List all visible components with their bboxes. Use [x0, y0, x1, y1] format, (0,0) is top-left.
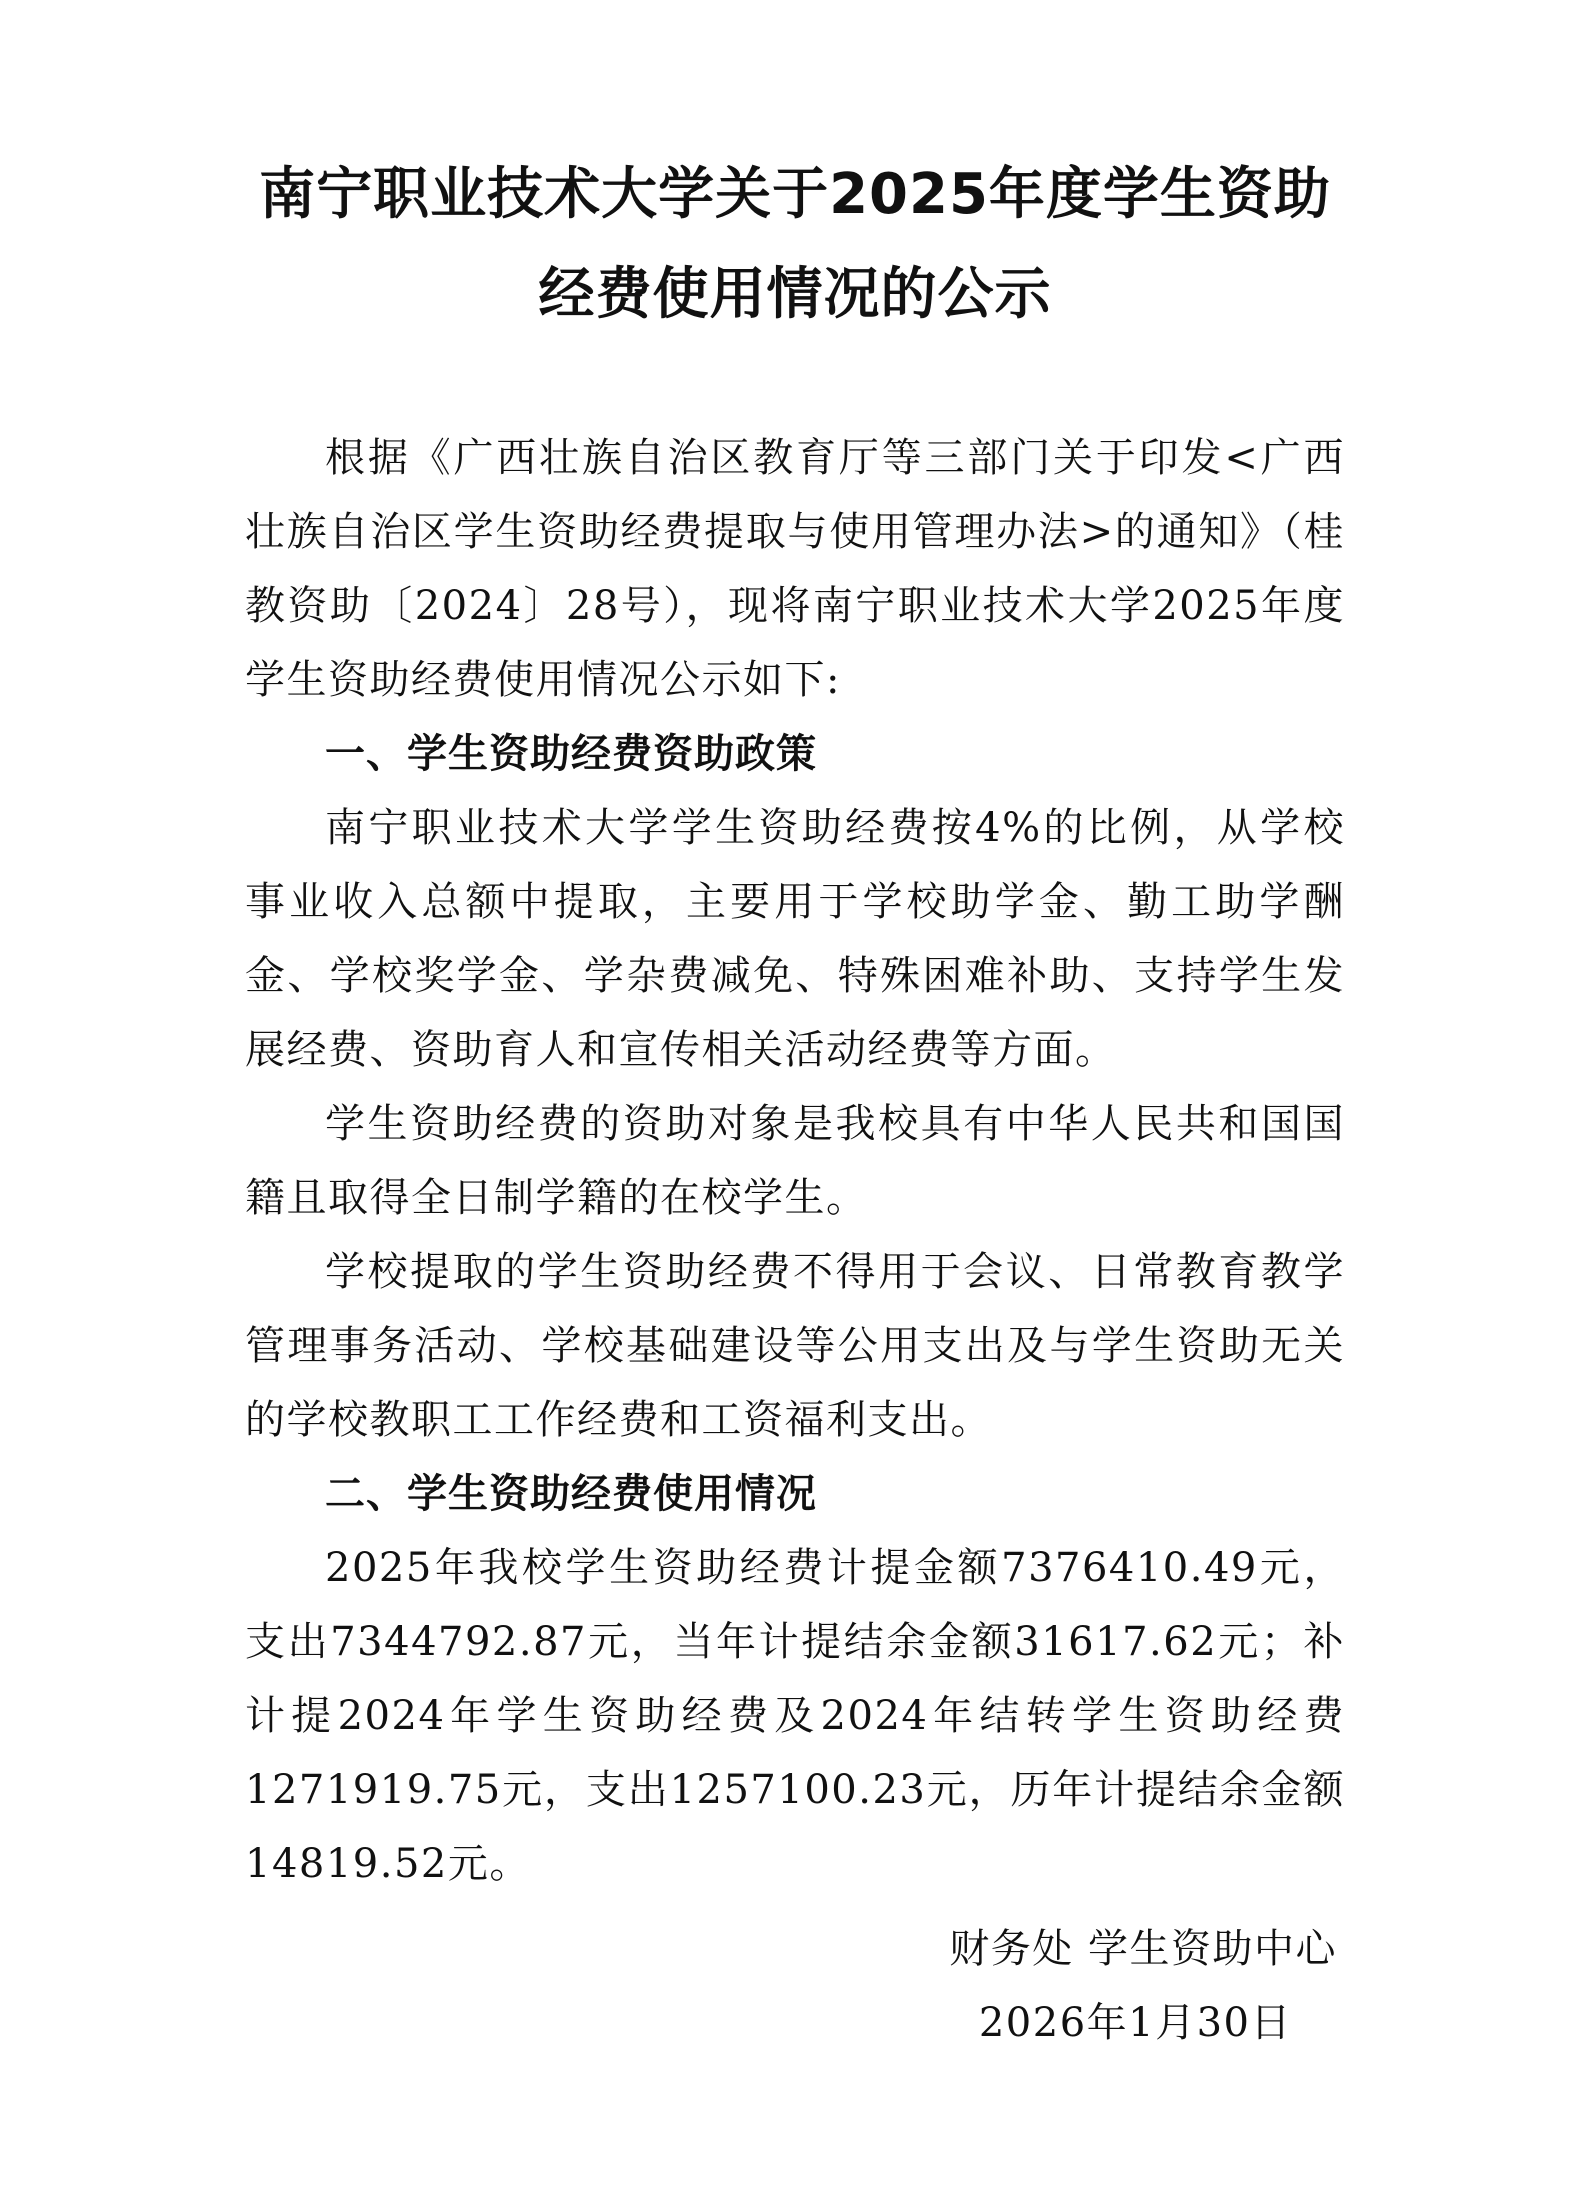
section-1-paragraph-2: 学生资助经费的资助对象是我校具有中华人民共和国国籍且取得全日制学籍的在校学生。: [245, 1101, 1345, 1221]
section-1-paragraph-3: 学校提取的学生资助经费不得用于会议、日常教育教学管理事务活动、学校基础建设等公用支出及与学生资助无关的学校教职工工作经费和工资福利支出。: [245, 1249, 1345, 1443]
signature-block: [949, 1912, 1337, 2060]
document-title: [230, 145, 1360, 345]
section-1-paragraph-1: 南宁职业技术大学学生资助经费按4%的比例，从学校事业收入总额中提取，主要用于学校助学金、勤工助学酬金、学校奖学金、学杂费减免、特殊困难补助、支持学生发展经费、资助育人和宣传相关活动经费等方面。: [245, 805, 1345, 1073]
title-line-1: 南宁职业技术大学关于2025年度学生资助: [259, 162, 1331, 227]
document-body: [245, 421, 1345, 1901]
intro-paragraph: 根据《广西壮族自治区教育厅等三部门关于印发<广西壮族自治区学生资助经费提取与使用管理办法>的通知》（桂教资助〔2024〕28号），现将南宁职业技术大学2025年度学生资助经费使用情况公示如下:: [245, 435, 1345, 703]
section-1-heading: 一、学生资助经费资助政策: [325, 731, 817, 777]
issue-date: 2026年1月30日: [978, 2000, 1292, 2046]
issuer-name: 财务处 学生资助中心: [949, 1926, 1337, 1972]
section-2-heading: 二、学生资助经费使用情况: [325, 1471, 817, 1517]
section-2-paragraph-1: 2025年我校学生资助经费计提金额7376410.49元，支出7344792.87元，当年计提结余金额31617.62元；补计提2024年学生资助经费及2024年结转学生资助经费1271919.75元，支出1257100.23元，历年计提结余金额14819.52元。: [245, 1545, 1345, 1887]
title-line-2: 经费使用情况的公示: [538, 262, 1052, 327]
